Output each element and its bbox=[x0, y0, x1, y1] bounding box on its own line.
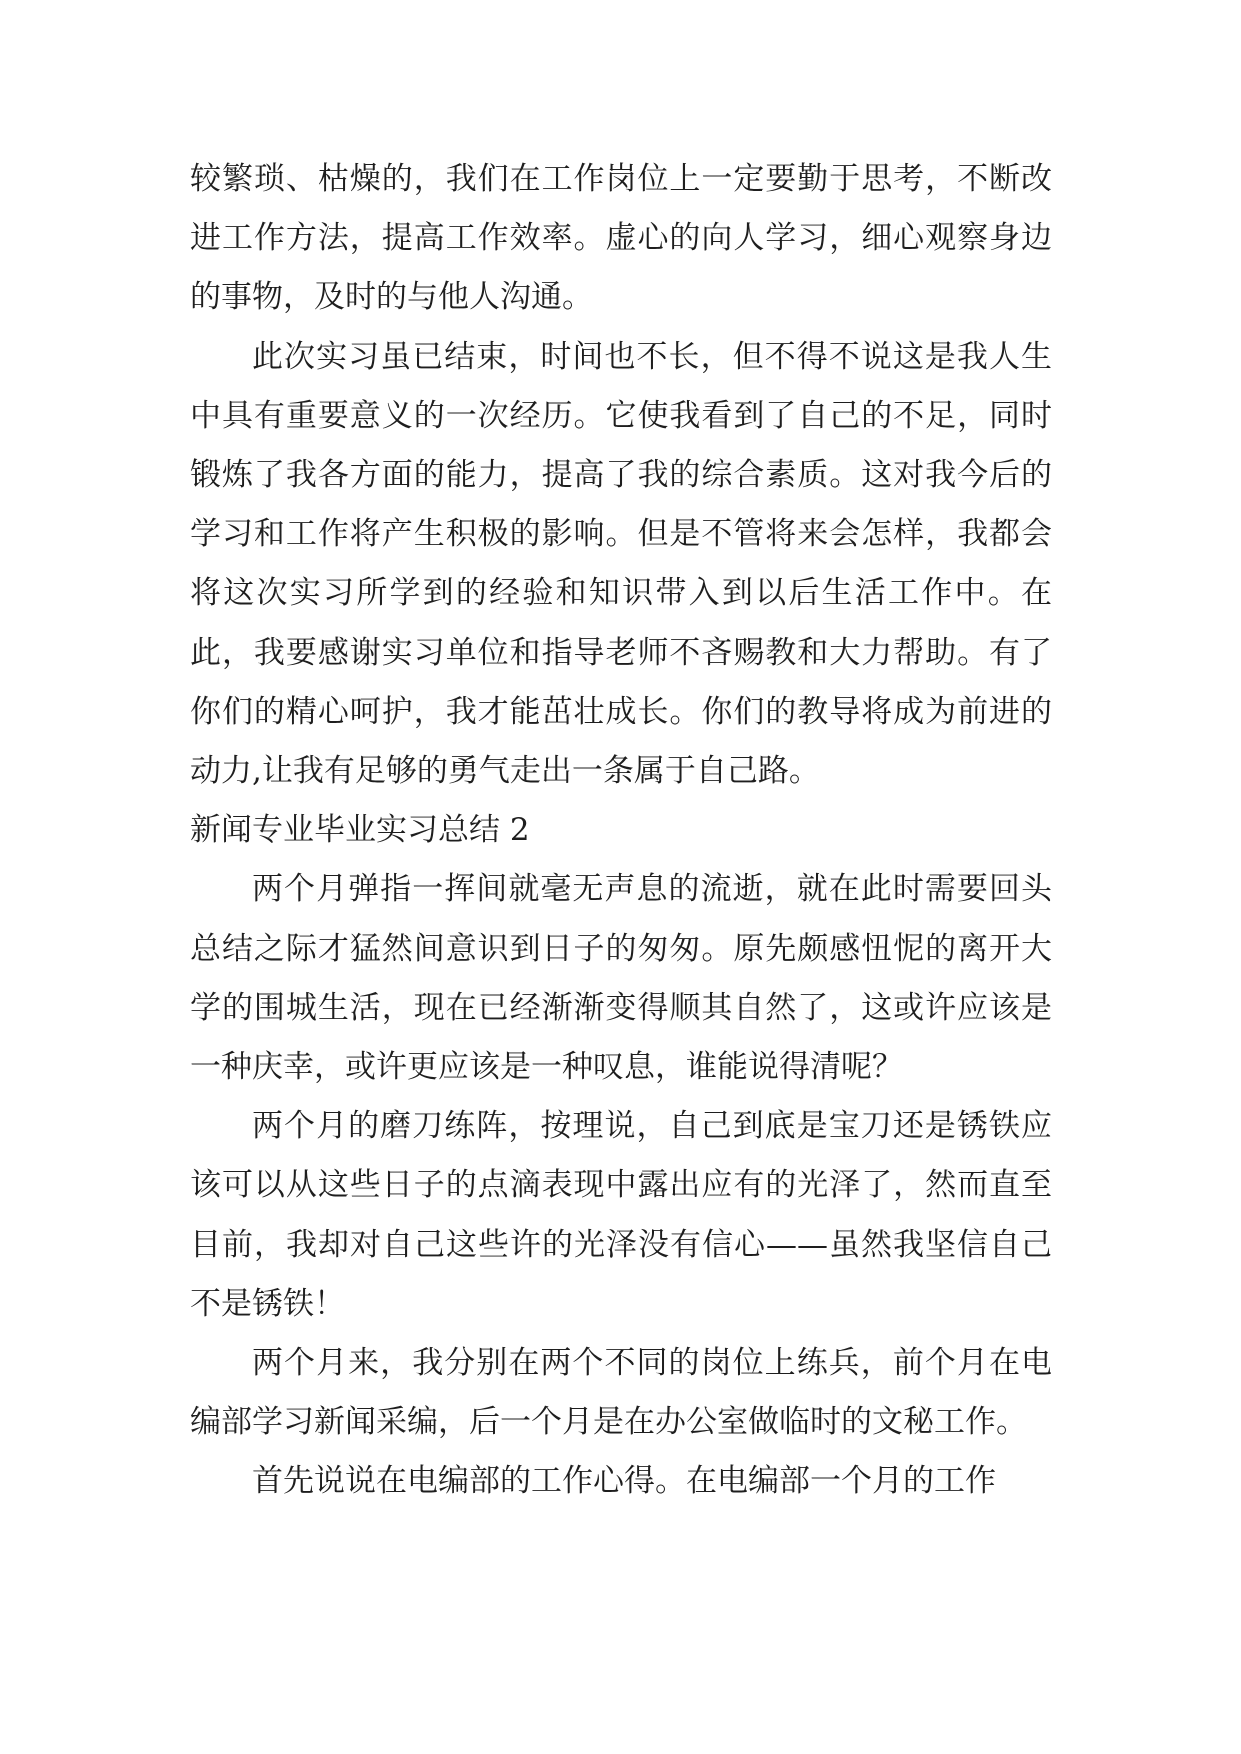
paragraph-2: 此次实习虽已结束，时间也不长，但不得不说这是我人生中具有重要意义的一次经历。它使我看到了自己的不足，同时锻炼了我各方面的能力，提高了我的综合素质。这对我今后的学习和工作将产生积极的影响。但是不管将来会怎样，我都会将这次实习所学到的经验和知识带入到以后生活工作中。在此，我要感谢实习单位和指导老师不吝赐教和大力帮助。有了你们的精心呵护，我才能茁壮成长。你们的教导将成为前进的动力,让我有足够的勇气走出一条属于自己路。 bbox=[190, 338, 1052, 790]
section-paragraph-4: 首先说说在电编部的工作心得。在电编部一个月的工作 bbox=[252, 1463, 996, 1500]
document-body bbox=[190, 150, 1052, 1512]
section-paragraph-3: 两个月来，我分别在两个不同的岗位上练兵，前个月在电编部学习新闻采编，后一个月是在办公室做临时的文秘工作。 bbox=[190, 1345, 1052, 1441]
section-paragraph-2: 两个月的磨刀练阵，按理说，自己到底是宝刀还是锈铁应该可以从这些日子的点滴表现中露出应有的光泽了，然而直至目前，我却对自己这些许的光泽没有信心——虽然我坚信自己不是锈铁！ bbox=[190, 1108, 1052, 1322]
section-paragraph-1: 两个月弹指一挥间就毫无声息的流逝，就在此时需要回头总结之际才猛然间意识到日子的匆匆。原先颇感忸怩的离开大学的围城生活，现在已经渐渐变得顺其自然了，这或许应该是一种庆幸，或许更应该是一种叹息，谁能说得清呢？ bbox=[190, 871, 1052, 1086]
paragraph-1: 较繁琐、枯燥的，我们在工作岗位上一定要勤于思考，不断改进工作方法，提高工作效率。虚心的向人学习，细心观察身边的事物，及时的与他人沟通。 bbox=[190, 161, 1052, 316]
section-title: 新闻专业毕业实习总结 2 bbox=[190, 812, 530, 849]
